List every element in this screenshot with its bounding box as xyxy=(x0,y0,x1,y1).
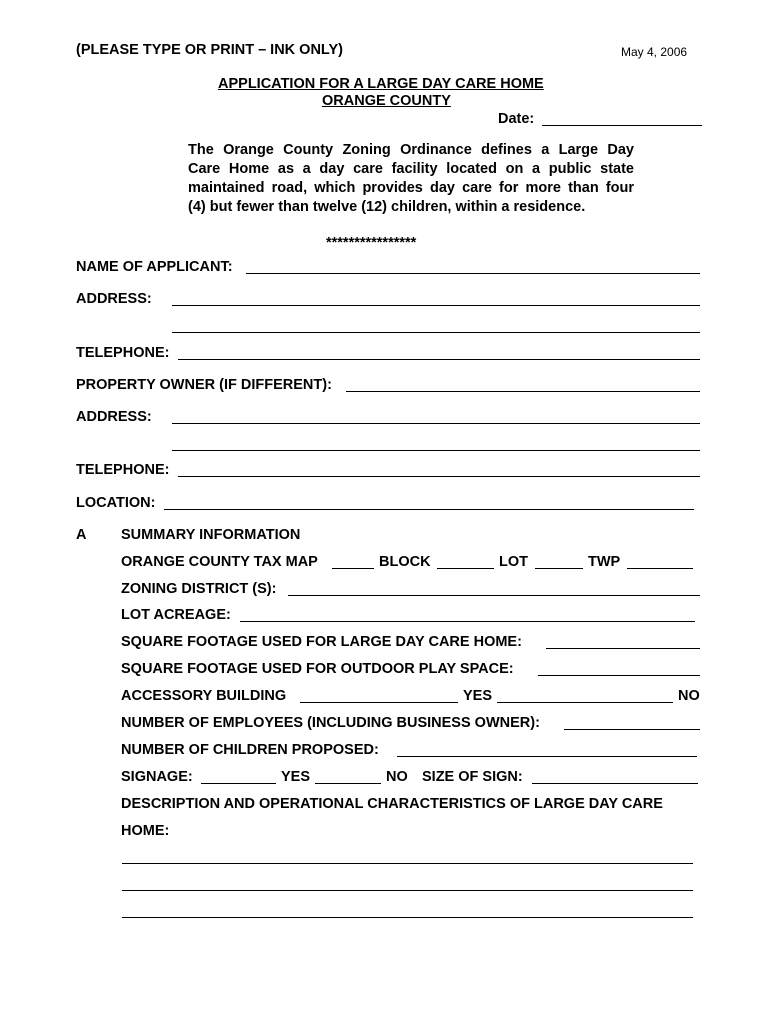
employees-label: NUMBER OF EMPLOYEES (INCLUDING BUSINESS OWNER): xyxy=(121,715,540,731)
sqft-play-field[interactable] xyxy=(538,675,700,676)
name-of-applicant-field[interactable] xyxy=(246,273,700,274)
applicant-telephone-field[interactable] xyxy=(178,359,700,360)
intro-line-2: Care Home as a day care facility located on a public state xyxy=(188,161,634,177)
date-field[interactable] xyxy=(542,125,702,126)
twp-field[interactable] xyxy=(627,568,693,569)
sqft-home-label: SQUARE FOOTAGE USED FOR LARGE DAY CARE HOME: xyxy=(121,634,522,650)
signage-label: SIGNAGE: xyxy=(121,769,193,785)
description-label-line-2: HOME: xyxy=(121,823,170,839)
lot-label: LOT xyxy=(499,554,528,570)
children-proposed-field[interactable] xyxy=(397,756,697,757)
owner-telephone-label: TELEPHONE: xyxy=(76,462,170,478)
owner-address-label: ADDRESS: xyxy=(76,409,152,425)
lot-field[interactable] xyxy=(535,568,583,569)
ink-instruction: (PLEASE TYPE OR PRINT – INK ONLY) xyxy=(76,42,343,58)
section-letter: A xyxy=(76,527,87,543)
form-county: ORANGE COUNTY xyxy=(322,93,451,109)
applicant-address-field-1[interactable] xyxy=(172,305,700,306)
date-label: Date: xyxy=(498,111,535,127)
accessory-yes-label: YES xyxy=(463,688,493,704)
employees-field[interactable] xyxy=(564,729,700,730)
signage-yes-field[interactable] xyxy=(201,783,276,784)
location-label: LOCATION: xyxy=(76,495,156,511)
sqft-play-label: SQUARE FOOTAGE USED FOR OUTDOOR PLAY SPACE: xyxy=(121,661,514,677)
intro-line-4: (4) but fewer than twelve (12) children, within a residence. xyxy=(188,199,586,215)
intro-line-1: The Orange County Zoning Ordinance defines a Large Day xyxy=(188,142,634,158)
property-owner-field[interactable] xyxy=(346,391,700,392)
twp-label: TWP xyxy=(588,554,621,570)
owner-address-field-2[interactable] xyxy=(172,450,700,451)
description-field-1[interactable] xyxy=(122,863,693,864)
intro-line-3: maintained road, which provides day care for more than four xyxy=(188,180,634,196)
lot-acreage-field[interactable] xyxy=(240,621,695,622)
applicant-address-label: ADDRESS: xyxy=(76,291,152,307)
applicant-address-field-2[interactable] xyxy=(172,332,700,333)
description-field-2[interactable] xyxy=(122,890,693,891)
accessory-no-label: NO xyxy=(678,688,700,704)
block-label: BLOCK xyxy=(379,554,431,570)
tax-map-field[interactable] xyxy=(332,568,374,569)
accessory-yes-field[interactable] xyxy=(300,702,458,703)
description-field-3[interactable] xyxy=(122,917,693,918)
children-proposed-label: NUMBER OF CHILDREN PROPOSED: xyxy=(121,742,379,758)
signage-no-field[interactable] xyxy=(315,783,381,784)
sqft-home-field[interactable] xyxy=(546,648,700,649)
location-field[interactable] xyxy=(164,509,694,510)
lot-acreage-label: LOT ACREAGE: xyxy=(121,607,231,623)
block-field[interactable] xyxy=(437,568,494,569)
name-of-applicant-label: NAME OF APPLICANT: xyxy=(76,259,233,275)
tax-map-label: ORANGE COUNTY TAX MAP xyxy=(121,554,318,570)
intro-paragraph xyxy=(188,141,634,217)
separator-stars: **************** xyxy=(326,235,417,251)
accessory-building-label: ACCESSORY BUILDING xyxy=(121,688,287,704)
zoning-district-field[interactable] xyxy=(288,595,700,596)
signage-no-label: NO xyxy=(386,769,408,785)
form-title: APPLICATION FOR A LARGE DAY CARE HOME xyxy=(218,76,544,92)
description-label-line-1: DESCRIPTION AND OPERATIONAL CHARACTERISTICS OF LARGE DAY CARE xyxy=(121,796,663,812)
signage-yes-label: YES xyxy=(281,769,311,785)
form-revision-date: May 4, 2006 xyxy=(621,45,688,59)
sign-size-label: SIZE OF SIGN: xyxy=(422,769,523,785)
zoning-district-label: ZONING DISTRICT (S): xyxy=(121,581,277,597)
sign-size-field[interactable] xyxy=(532,783,698,784)
owner-address-field-1[interactable] xyxy=(172,423,700,424)
section-heading: SUMMARY INFORMATION xyxy=(121,527,301,543)
property-owner-label: PROPERTY OWNER (IF DIFFERENT): xyxy=(76,377,332,393)
applicant-telephone-label: TELEPHONE: xyxy=(76,345,170,361)
owner-telephone-field[interactable] xyxy=(178,476,700,477)
accessory-no-field[interactable] xyxy=(497,702,673,703)
